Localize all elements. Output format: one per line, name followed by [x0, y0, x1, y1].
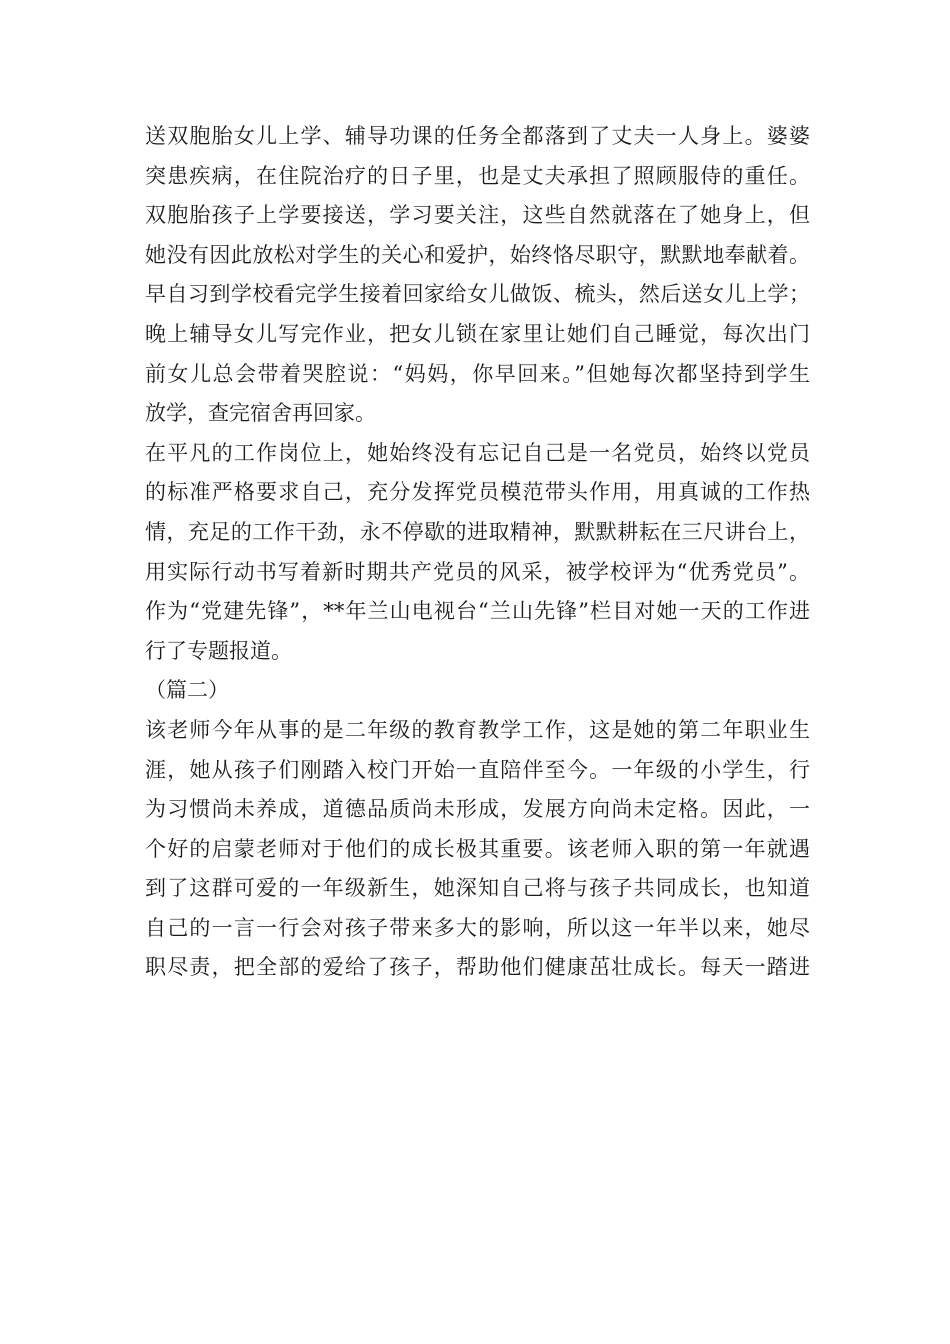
- text-line: 情，充足的工作干劲，永不停歇的进取精神，默默耕耘在三尺讲台上，: [145, 519, 810, 544]
- text-line: 的标准严格要求自己，充分发挥党员模范带头作用，用真诚的工作热: [145, 480, 810, 505]
- text-line: 突患疾病，在住院治疗的日子里，也是丈夫承担了照顾服侍的重任。: [145, 163, 810, 188]
- text-line: 送双胞胎女儿上学、辅导功课的任务全都落到了丈夫一人身上。婆婆: [145, 124, 810, 148]
- text-line: 到了这群可爱的一年级新生，她深知自己将与孩子共同成长，也知道: [145, 876, 810, 901]
- text-line: 前女儿总会带着哭腔说：“妈妈，你早回来。”但她每次都坚持到学生: [145, 361, 810, 386]
- section-heading: （篇二）: [145, 678, 229, 703]
- text-line: 行了专题报道。: [145, 638, 292, 663]
- text-line: 自己的一言一行会对孩子带来多大的影响，所以这一年半以来，她尽: [145, 915, 810, 940]
- document-body: [145, 117, 810, 988]
- text-line: 为习惯尚未养成，道德品质尚未形成，发展方向尚未定格。因此，一: [145, 797, 810, 822]
- text-line: 早自习到学校看完学生接着回家给女儿做饭、梳头，然后送女儿上学；: [145, 282, 810, 307]
- text-line: 晚上辅导女儿写完作业，把女儿锁在家里让她们自己睡觉，每次出门: [145, 321, 810, 346]
- text-line: 她没有因此放松对学生的关心和爱护，始终恪尽职守，默默地奉献着。: [145, 242, 810, 267]
- text-line: 职尽责，把全部的爱给了孩子，帮助他们健康茁壮成长。每天一踏进: [145, 955, 810, 980]
- text-line: 涯，她从孩子们刚踏入校门开始一直陪伴至今。一年级的小学生，行: [145, 757, 810, 782]
- text-line: 在平凡的工作岗位上，她始终没有忘记自己是一名党员，始终以党员: [145, 440, 810, 465]
- text-line: 放学，查完宿舍再回家。: [145, 401, 376, 426]
- text-line: 该老师今年从事的是二年级的教育教学工作，这是她的第二年职业生: [145, 717, 810, 742]
- text-line: 作为“党建先锋”，**年兰山电视台“兰山先锋”栏目对她一天的工作进: [145, 599, 810, 624]
- text-line: 双胞胎孩子上学要接送，学习要关注，这些自然就落在了她身上，但: [145, 203, 810, 228]
- text-line: 用实际行动书写着新时期共产党员的风采，被学校评为“优秀党员”。: [145, 559, 810, 584]
- text-line: 个好的启蒙老师对于他们的成长极其重要。该老师入职的第一年就遇: [145, 836, 810, 861]
